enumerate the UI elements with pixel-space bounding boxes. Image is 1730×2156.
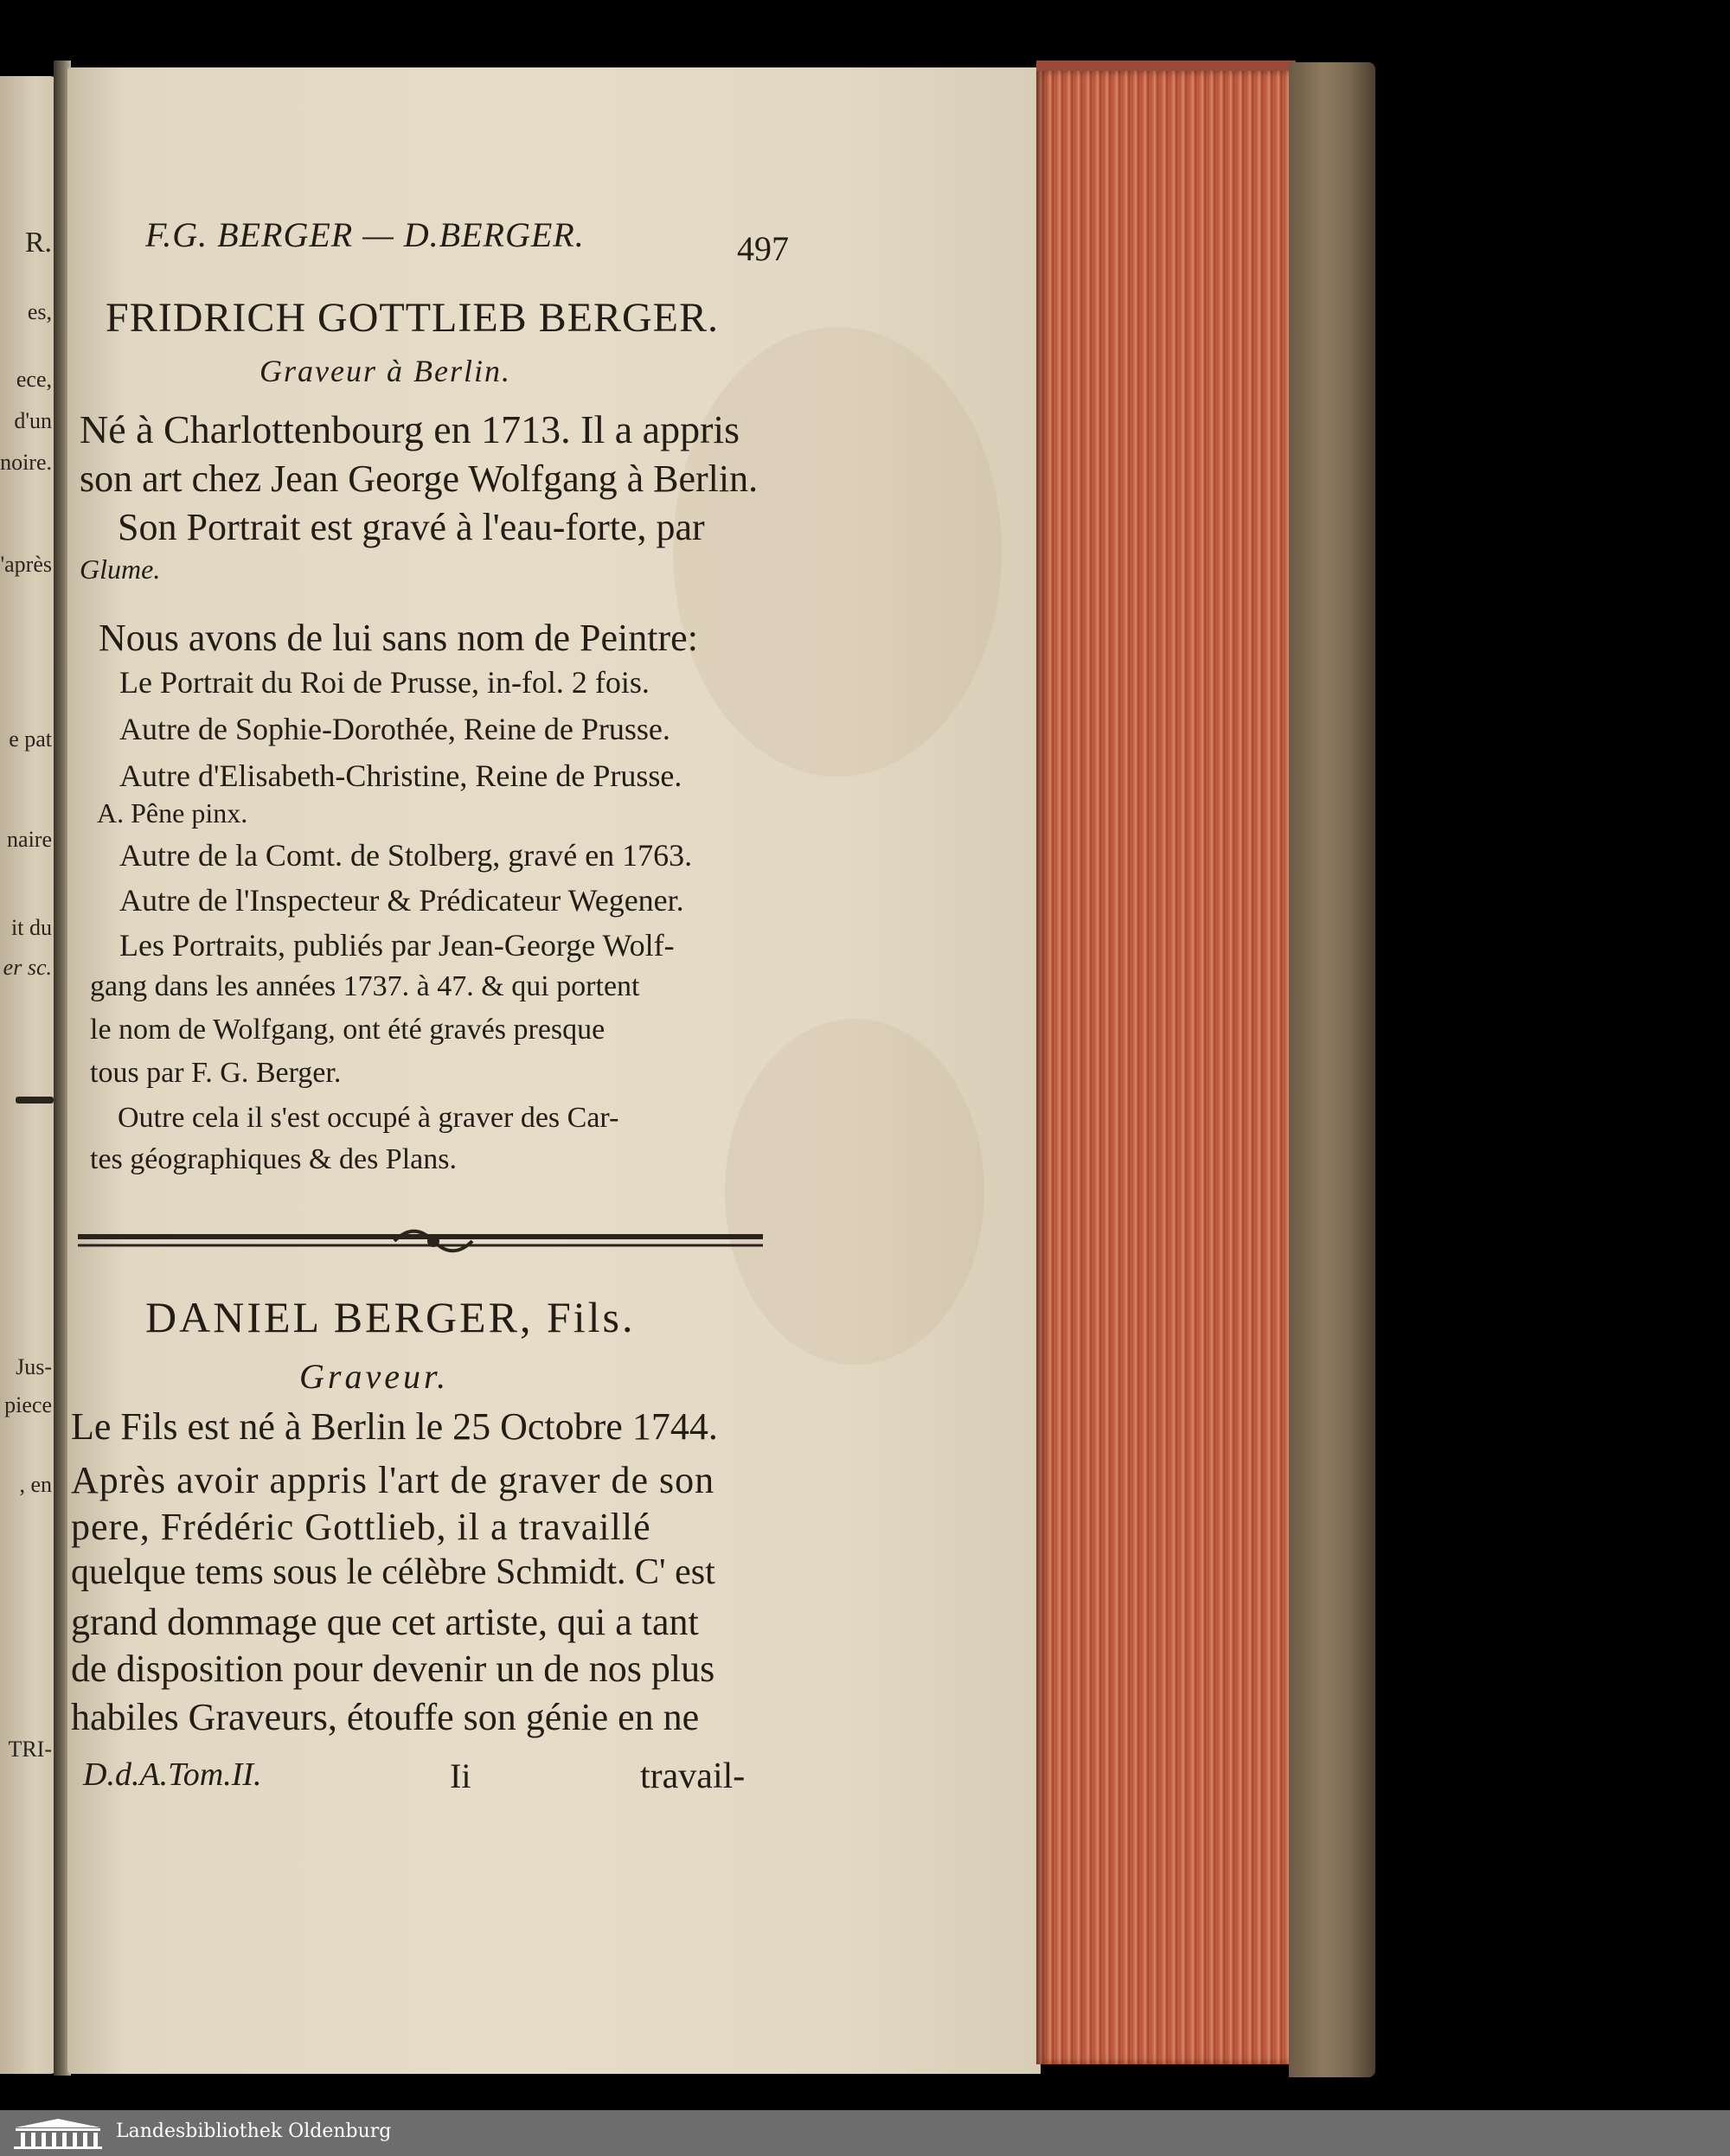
section-title: FRIDRICH GOTTLIEB BERGER. bbox=[106, 295, 719, 341]
body-line: le nom de Wolfgang, ont été gravés presque bbox=[90, 1014, 606, 1046]
list-item: Autre de l'Inspecteur & Prédicateur Wegener. bbox=[119, 883, 684, 918]
left-margin-text: ece, bbox=[16, 367, 52, 392]
left-margin-text: , en bbox=[19, 1472, 52, 1497]
list-item: Le Portrait du Roi de Prusse, in-fol. 2 fois. bbox=[119, 665, 650, 700]
left-margin-text: noire. bbox=[0, 450, 52, 475]
body-line: son art chez Jean George Wolfgang à Berlin. bbox=[80, 457, 759, 500]
signature-letter: Ii bbox=[450, 1756, 471, 1795]
body-line: Le Fils est né à Berlin le 25 Octobre 1744. bbox=[71, 1405, 718, 1448]
list-item: Autre de la Comt. de Stolberg, gravé en 1763. bbox=[119, 838, 693, 873]
library-footer bbox=[0, 2110, 1730, 2156]
body-line: Outre cela il s'est occupé à graver des Car- bbox=[118, 1102, 619, 1134]
page-stain bbox=[725, 1019, 984, 1365]
left-margin-text: d'un bbox=[14, 408, 52, 433]
library-building-icon bbox=[12, 2117, 104, 2150]
running-title: F.G. BERGER — D.BERGER. bbox=[145, 215, 585, 254]
book-cover bbox=[1289, 62, 1375, 2077]
left-margin-text: R. bbox=[24, 227, 52, 259]
previous-page-edge bbox=[0, 76, 59, 2074]
body-line: Les Portraits, publiés par Jean-George Wolf- bbox=[119, 928, 675, 963]
library-name: Landesbibliothek Oldenburg bbox=[116, 2121, 392, 2142]
left-margin-text: it du bbox=[11, 915, 52, 940]
body-line: Glume. bbox=[80, 553, 161, 585]
left-margin-text: e pat bbox=[9, 726, 52, 752]
left-margin-text: naire bbox=[7, 827, 52, 852]
body-line: pere, Frédéric Gottlieb, il a travaillé bbox=[71, 1506, 651, 1548]
body-line: habiles Graveurs, étouffe son génie en ne bbox=[71, 1696, 700, 1738]
body-line: Après avoir appris l'art de graver de son bbox=[71, 1459, 715, 1501]
left-margin-text: es, bbox=[27, 299, 52, 324]
section-subtitle: Graveur à Berlin. bbox=[260, 354, 511, 388]
body-line: tes géographiques & des Plans. bbox=[90, 1143, 457, 1175]
page-number: 497 bbox=[737, 229, 789, 268]
left-margin-text: TRI- bbox=[8, 1737, 52, 1762]
left-margin-text: er sc. bbox=[3, 955, 52, 980]
body-line: Né à Charlottenbourg en 1713. Il a appris bbox=[80, 407, 740, 451]
signature-mark: D.d.A.Tom.II. bbox=[83, 1756, 262, 1793]
body-line: de disposition pour devenir un de nos plus bbox=[71, 1647, 715, 1690]
page-stain bbox=[673, 327, 1002, 777]
catchword: travail- bbox=[640, 1756, 746, 1796]
left-margin-text: Jus- bbox=[16, 1354, 52, 1379]
body-line: quelque tems sous le célèbre Schmidt. C' est bbox=[71, 1552, 715, 1592]
ornamental-divider bbox=[74, 1225, 766, 1257]
body-line: Nous avons de lui sans nom de Peintre: bbox=[99, 617, 698, 659]
section-title: DANIEL BERGER, Fils. bbox=[145, 1293, 636, 1341]
left-margin-text: 'après bbox=[0, 552, 52, 577]
list-item: A. Pêne pinx. bbox=[97, 797, 248, 828]
body-line: Son Portrait est gravé à l'eau-forte, par bbox=[118, 506, 705, 548]
body-line: grand dommage que cet artiste, qui a tant bbox=[71, 1601, 699, 1643]
left-page-ornament bbox=[16, 1097, 54, 1104]
section-subtitle: Graveur. bbox=[299, 1357, 450, 1396]
body-line: tous par F. G. Berger. bbox=[90, 1057, 342, 1089]
list-item: Autre d'Elisabeth-Christine, Reine de Prusse. bbox=[119, 758, 682, 793]
left-margin-text: piece bbox=[4, 1392, 52, 1417]
body-line: gang dans les années 1737. à 47. & qui portent bbox=[90, 970, 640, 1002]
list-item: Autre de Sophie-Dorothée, Reine de Prusse. bbox=[119, 712, 670, 746]
red-page-edges bbox=[1036, 71, 1296, 2064]
